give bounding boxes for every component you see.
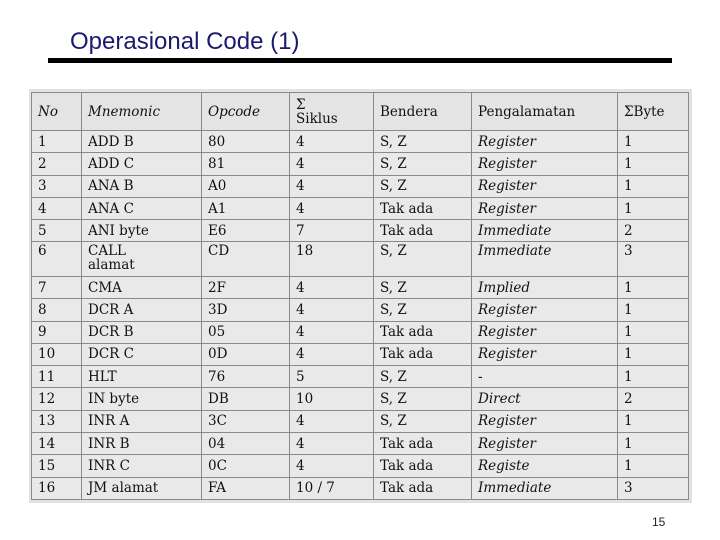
- cell-bendera: S, Z: [374, 366, 472, 388]
- table-row: [32, 477, 689, 499]
- cell-byte: 1: [618, 343, 689, 365]
- cell-opcode: 04: [202, 433, 290, 455]
- cell-mnemonic: DCR B: [82, 321, 202, 343]
- cell-bendera: S, Z: [374, 299, 472, 321]
- cell-opcode: 2F: [202, 276, 290, 298]
- cell-no: 11: [32, 366, 82, 388]
- cell-opcode: FA: [202, 477, 290, 499]
- cell-bendera: Tak ada: [374, 197, 472, 219]
- cell-pengalamatan: Register: [472, 433, 618, 455]
- cell-siklus: 4: [290, 197, 374, 219]
- cell-siklus: 4: [290, 321, 374, 343]
- cell-no: 4: [32, 197, 82, 219]
- cell-no: 12: [32, 388, 82, 410]
- cell-mnemonic: ANA C: [82, 197, 202, 219]
- cell-bendera: Tak ada: [374, 220, 472, 242]
- cell-no: 13: [32, 410, 82, 432]
- cell-byte: 2: [618, 220, 689, 242]
- cell-byte: 1: [618, 410, 689, 432]
- table-row: [32, 242, 689, 276]
- cell-pengalamatan: Register: [472, 321, 618, 343]
- table-row: [32, 153, 689, 175]
- page-number: 15: [652, 515, 666, 529]
- table-row: [32, 433, 689, 455]
- cell-opcode: E6: [202, 220, 290, 242]
- cell-byte: 3: [618, 477, 689, 499]
- cell-opcode: 0D: [202, 343, 290, 365]
- cell-no: 8: [32, 299, 82, 321]
- cell-siklus: 4: [290, 276, 374, 298]
- cell-siklus: 4: [290, 343, 374, 365]
- cell-opcode: 0C: [202, 455, 290, 477]
- cell-no: 1: [32, 131, 82, 153]
- cell-pengalamatan: Direct: [472, 388, 618, 410]
- table-row: [32, 366, 689, 388]
- cell-byte: 1: [618, 366, 689, 388]
- cell-mnemonic: CMA: [82, 276, 202, 298]
- header-opcode: Opcode: [202, 93, 290, 131]
- table-row: [32, 197, 689, 219]
- cell-bendera: S, Z: [374, 153, 472, 175]
- cell-no: 10: [32, 343, 82, 365]
- cell-bendera: S, Z: [374, 131, 472, 153]
- cell-mnemonic: INR B: [82, 433, 202, 455]
- cell-siklus: 7: [290, 220, 374, 242]
- cell-siklus: 4: [290, 299, 374, 321]
- slide-title: Operasional Code (1): [70, 28, 300, 55]
- header-bendera: Bendera: [374, 93, 472, 131]
- cell-mnemonic: ANA B: [82, 175, 202, 197]
- cell-byte: 1: [618, 153, 689, 175]
- cell-no: 14: [32, 433, 82, 455]
- cell-pengalamatan: Register: [472, 131, 618, 153]
- cell-siklus: 4: [290, 153, 374, 175]
- cell-byte: 2: [618, 388, 689, 410]
- cell-pengalamatan: Immediate: [472, 242, 618, 276]
- cell-bendera: Tak ada: [374, 455, 472, 477]
- table-row: [32, 131, 689, 153]
- cell-siklus: 4: [290, 433, 374, 455]
- cell-pengalamatan: Register: [472, 153, 618, 175]
- cell-byte: 1: [618, 455, 689, 477]
- cell-pengalamatan: Register: [472, 299, 618, 321]
- cell-opcode: 76: [202, 366, 290, 388]
- cell-no: 7: [32, 276, 82, 298]
- cell-pengalamatan: Registe: [472, 455, 618, 477]
- cell-siklus: 4: [290, 175, 374, 197]
- cell-byte: 1: [618, 433, 689, 455]
- table-row: [32, 299, 689, 321]
- cell-pengalamatan: Register: [472, 197, 618, 219]
- cell-siklus: 4: [290, 131, 374, 153]
- cell-siklus: 10: [290, 388, 374, 410]
- cell-pengalamatan: Register: [472, 410, 618, 432]
- header-no: No: [32, 93, 82, 131]
- cell-mnemonic: ADD B: [82, 131, 202, 153]
- cell-bendera: S, Z: [374, 242, 472, 276]
- header-siklus: Σ Siklus: [290, 93, 374, 131]
- cell-bendera: Tak ada: [374, 343, 472, 365]
- cell-no: 3: [32, 175, 82, 197]
- table-header-row: [32, 93, 689, 131]
- cell-mnemonic: ADD C: [82, 153, 202, 175]
- cell-byte: 1: [618, 321, 689, 343]
- table-row: [32, 455, 689, 477]
- cell-siklus: 10 / 7: [290, 477, 374, 499]
- cell-mnemonic: DCR A: [82, 299, 202, 321]
- cell-mnemonic: JM alamat: [82, 477, 202, 499]
- cell-no: 5: [32, 220, 82, 242]
- cell-bendera: S, Z: [374, 388, 472, 410]
- cell-pengalamatan: Register: [472, 175, 618, 197]
- cell-opcode: 81: [202, 153, 290, 175]
- cell-siklus: 4: [290, 410, 374, 432]
- table-body: [32, 131, 689, 500]
- table-row: [32, 175, 689, 197]
- cell-mnemonic: INR A: [82, 410, 202, 432]
- cell-opcode: CD: [202, 242, 290, 276]
- cell-bendera: Tak ada: [374, 433, 472, 455]
- header-mnemonic: Mnemonic: [82, 93, 202, 131]
- cell-no: 15: [32, 455, 82, 477]
- cell-pengalamatan: Implied: [472, 276, 618, 298]
- cell-mnemonic: HLT: [82, 366, 202, 388]
- cell-mnemonic: INR C: [82, 455, 202, 477]
- cell-siklus: 5: [290, 366, 374, 388]
- cell-pengalamatan: Immediate: [472, 477, 618, 499]
- cell-opcode: DB: [202, 388, 290, 410]
- cell-bendera: S, Z: [374, 175, 472, 197]
- cell-pengalamatan: -: [472, 366, 618, 388]
- table-row: [32, 321, 689, 343]
- cell-mnemonic: ANI byte: [82, 220, 202, 242]
- table-row: [32, 410, 689, 432]
- cell-byte: 1: [618, 276, 689, 298]
- cell-opcode: A1: [202, 197, 290, 219]
- title-underline: [48, 58, 672, 63]
- cell-pengalamatan: Register: [472, 343, 618, 365]
- opcode-table: [31, 92, 689, 500]
- table-row: [32, 276, 689, 298]
- cell-opcode: A0: [202, 175, 290, 197]
- cell-siklus: 18: [290, 242, 374, 276]
- cell-mnemonic: IN byte: [82, 388, 202, 410]
- cell-bendera: Tak ada: [374, 321, 472, 343]
- cell-opcode: 3C: [202, 410, 290, 432]
- cell-pengalamatan: Immediate: [472, 220, 618, 242]
- cell-mnemonic: DCR C: [82, 343, 202, 365]
- cell-byte: 1: [618, 131, 689, 153]
- cell-opcode: 3D: [202, 299, 290, 321]
- cell-no: 6: [32, 242, 82, 276]
- cell-opcode: 80: [202, 131, 290, 153]
- cell-no: 9: [32, 321, 82, 343]
- cell-siklus: 4: [290, 455, 374, 477]
- table-row: [32, 343, 689, 365]
- cell-bendera: S, Z: [374, 276, 472, 298]
- cell-bendera: Tak ada: [374, 477, 472, 499]
- cell-byte: 1: [618, 299, 689, 321]
- header-byte: ΣByte: [618, 93, 689, 131]
- cell-byte: 3: [618, 242, 689, 276]
- table-row: [32, 388, 689, 410]
- cell-no: 16: [32, 477, 82, 499]
- cell-byte: 1: [618, 175, 689, 197]
- table-row: [32, 220, 689, 242]
- cell-byte: 1: [618, 197, 689, 219]
- cell-mnemonic: CALL alamat: [82, 242, 202, 276]
- cell-no: 2: [32, 153, 82, 175]
- header-pengalamatan: Pengalamatan: [472, 93, 618, 131]
- cell-bendera: S, Z: [374, 410, 472, 432]
- cell-opcode: 05: [202, 321, 290, 343]
